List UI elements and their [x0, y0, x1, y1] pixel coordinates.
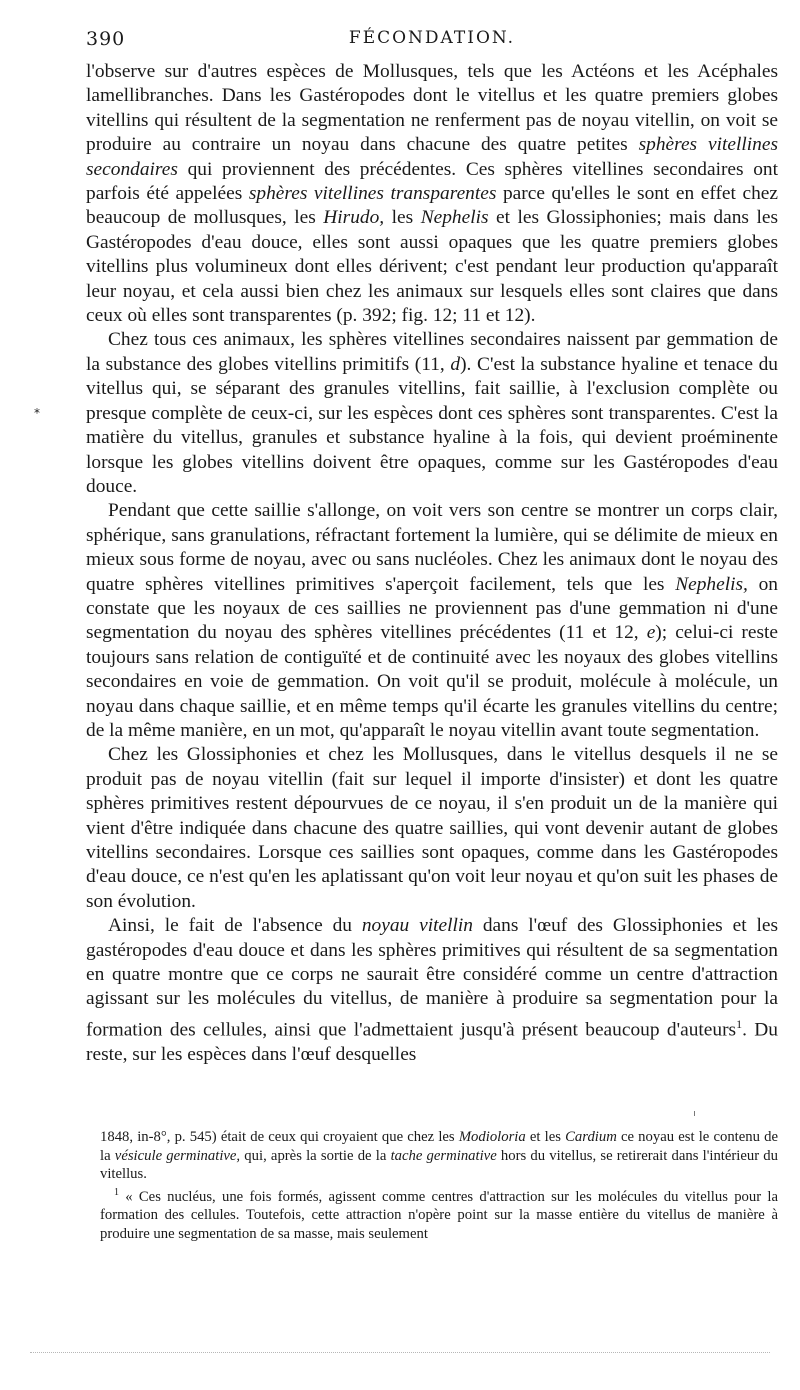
- main-text: [86, 60, 778, 1067]
- footnote-number: 1: [114, 1186, 119, 1198]
- footnote-ref[interactable]: 1: [736, 1016, 743, 1031]
- running-title: FÉCONDATION.: [348, 28, 516, 48]
- paragraph-3: Pendant que cette saillie s'allonge, on voit vers son centre se montrer un corps clair, sphérique, sans granulations, réfractant fortement la lumière, qui se délimite de mieux en mieux sous forme de noyau, avec ou sans nucléoles. Chez les animaux dont le noyau des quatre sphères vitellines primitives s'aperçoit facilement, tels que les Nephelis, on constate que les noyaux de ces saillies ne proviennent pas d'une gemmation ni d'une segmentation du noyau des sphères vitellines précédentes (11 et 12, e); celui-ci reste toujours sans relation de contiguïté et de continuité avec les noyaux des globes vitellins secondaires en voie de gemmation. On voit qu'il se produit, molécule à molécule, un noyau dans chaque saillie, et en même temps qu'il écarte les granules vitellins du centre; de la même manière, en un mot, qu'apparaît le noyau vitellin avant toute segmentation.: [86, 500, 778, 741]
- paragraph-5: Ainsi, le fait de l'absence du noyau vitellin dans l'œuf des Glossiphonies et les gastéropodes d'eau douce et dans les sphères primitives qui résultent de sa segmentation en quatre montre que ce corps ne saurait être considéré comme un centre d'attraction agissant sur les molécules du vitellus, de manière à produire sa segmentation pour la formation des cellules, ainsi que l'admettaient jusqu'à présent beaucoup d'auteurs$^1$. Du reste, sur les espèces dans l'œuf desquelles: [86, 915, 778, 1065]
- scan-footer-noise: [30, 1352, 770, 1355]
- paragraph-4: Chez les Glossiphonies et chez les Mollusques, dans le vitellus desquels il ne se produit pas de noyau vitellin (fait sur lequel il importe d'insister) et dont les quatre sphères primitives restent dépourvues de ce noyau, il s'en produit un de la manière qui vient d'être indiquée dans chacune des quatre saillies, qui vont devenir autant de globes vitellins secondaires. Lorsque ces saillies sont opaques, comme dans les Gastéropodes d'eau douce, ce n'est qu'en les aplatissant qu'on voit leur noyau et qu'on suit les phases de son évolution.: [86, 744, 778, 912]
- footnote-separator-tick: [694, 1111, 695, 1116]
- paragraph-1: l'observe sur d'autres espèces de Mollusques, tels que les Actéons et les Acéphales lamellibranches. Dans les Gastéropodes dont le vitellus et les quatre premiers globes vitellins qui résultent de la segmentation ne renferment pas de noyau vitellin, on voit se produire au contraire un noyau dans chacune des quatre petites sphères vitellines secondaires qui proviennent des précédentes. Ces sphères vitellines secondaires ont parfois été appelées sphères vitellines transparentes parce qu'elles le sont en effet chez beaucoup de mollusques, les Hirudo, les Nephelis et les Glossiphonies; mais dans les Gastéropodes d'eau douce, elles sont aussi opaques que les quatre premiers globes vitellins plus volumineux dont elles dérivent; c'est pendant leur production qu'apparaît leur noyau, et cela aussi bien chez les animaux sur lesquels elles sont claires que dans ceux où elles sont transparentes (p. 392; fig. 12; 11 et 12).: [86, 61, 778, 327]
- footnote-1: $^1$ « Ces nucléus, une fois formés, agissent comme centres d'attraction sur les molécules du vitellus pour la formation des cellules. Toutefois, cette attraction n'opère point sur la masse entière du vitellus de manière à produire une segmentation de sa masse, mais seulement: [100, 1186, 778, 1242]
- page-number: 390: [86, 28, 126, 50]
- margin-mark: *: [34, 406, 40, 420]
- page-header: [86, 24, 778, 58]
- paragraph-2: Chez tous ces animaux, les sphères vitellines secondaires naissent par gemmation de la substance des globes vitellins primitifs (11, d). C'est la substance hyaline et tenace du vitellus qui, se séparant des granules vitellins, fait saillie, à l'exclusion complète ou presque complète de ceux-ci, sur les espèces dont ces sphères sont transparentes. C'est la matière du vitellus, granules et substance hyaline à la fois, qui devient proéminente lorsque les globes vitellins doivent être opaques, comme sur les Gastéropodes d'eau douce.: [86, 329, 778, 497]
- footnote-continuation: 1848, in-8°, p. 545) était de ceux qui croyaient que chez les Modioloria et les Cardium ce noyau est le contenu de la vésicule germinative, qui, après la sortie de la tache germinative hors du vitellus, se retirerait dans l'intérieur du vitellus.: [100, 1129, 778, 1183]
- footnotes: [100, 1128, 778, 1243]
